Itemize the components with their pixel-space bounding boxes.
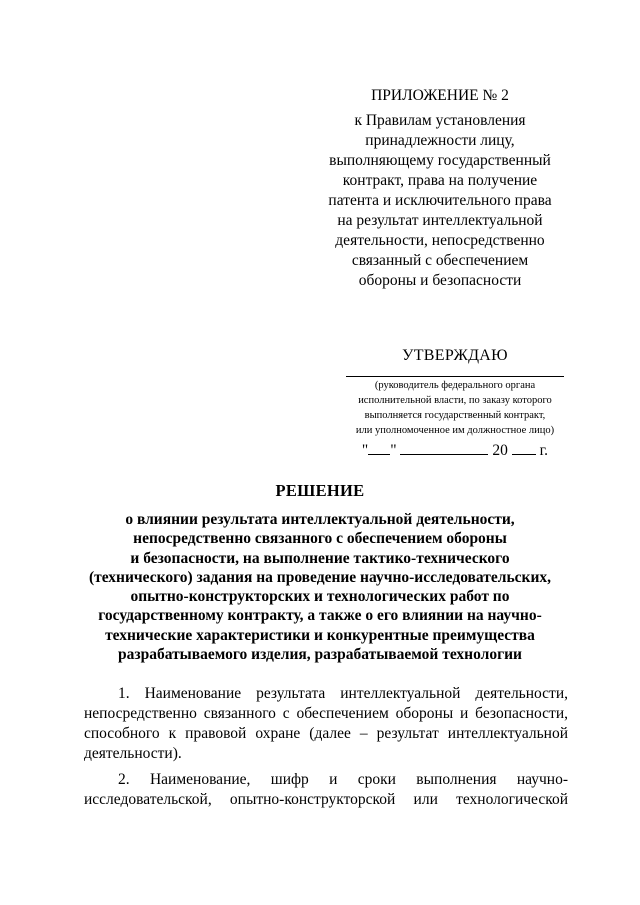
approval-note-line: (руководитель федерального органа (374, 380, 536, 391)
appendix-line: к Правилам установления (354, 112, 526, 129)
day-blank (368, 441, 390, 455)
appendix-line: деятельности, непосредственно (335, 232, 545, 249)
decision-subtitle-line: технические характеристики и конкурентные преимущества (105, 626, 535, 644)
decision-subtitle-line: непосредственно связанного с обеспечением обороны (133, 530, 507, 548)
appendix-line: обороны и безопасности (358, 272, 522, 289)
approval-heading: УТВЕРЖДАЮ (402, 347, 508, 364)
year-blank (512, 441, 536, 455)
decision-subtitle-line: (технического) задания на проведение научно-исследовательских, (88, 568, 552, 586)
paragraph-line: исследовательской, опытно-конструкторской или технологической (84, 791, 568, 808)
date-open-quote: " (361, 442, 369, 459)
date-close-quote: " (390, 442, 397, 459)
paragraph-line: непосредственно связанного с обеспечением обороны и безопасности, (84, 705, 568, 722)
date-year-prefix: 20 (492, 442, 508, 459)
approval-block (320, 346, 590, 461)
decision-subtitle-line: разрабатываемого изделия, разрабатываемой технологии (118, 646, 522, 664)
paragraph-1 (84, 684, 568, 764)
paragraph-line: способного к правовой охране (далее – результат интеллектуальной (84, 725, 568, 742)
appendix-line: патента и исключительного права (328, 192, 552, 209)
appendix-line: контракт, права на получение (342, 172, 538, 189)
decision-subtitle-line: опытно-конструкторских и технологических работ по (130, 588, 510, 606)
appendix-line: выполняющему государственный (329, 152, 551, 169)
appendix-line: на результат интеллектуальной (337, 212, 543, 229)
paragraph-line: 1. Наименование результата интеллектуальной деятельности, (118, 685, 568, 702)
paragraph-2 (84, 770, 568, 810)
appendix-line: принадлежности лицу, (365, 132, 515, 149)
month-blank (400, 441, 488, 455)
approval-note-line: выполняется государственный контракт, (364, 410, 546, 421)
decision-subtitle-line: о влиянии результата интеллектуальной деятельности, (125, 511, 515, 528)
appendix-line: связанный с обеспечением (351, 252, 529, 269)
decision-title: РЕШЕНИЕ (275, 481, 365, 500)
signature-line (346, 376, 564, 377)
paragraph-line: деятельности). (84, 745, 182, 762)
approval-note-line: или уполномоченное им должностное лицо) (355, 425, 555, 436)
date-year-suffix: г. (539, 442, 549, 459)
body-text (84, 684, 568, 816)
approval-note-line: исполнительной власти, по заказу которого (358, 395, 552, 406)
decision-subtitle (60, 510, 580, 664)
decision-subtitle-line: государственному контракту, а также о его влиянии на научно- (98, 607, 542, 625)
decision-subtitle-line: и безопасности, на выполнение тактико-технического (130, 549, 510, 567)
approval-date (320, 441, 590, 461)
appendix-block (300, 86, 580, 291)
appendix-title: ПРИЛОЖЕНИЕ № 2 (371, 87, 509, 104)
paragraph-line: 2. Наименование, шифр и сроки выполнения научно- (118, 771, 568, 788)
